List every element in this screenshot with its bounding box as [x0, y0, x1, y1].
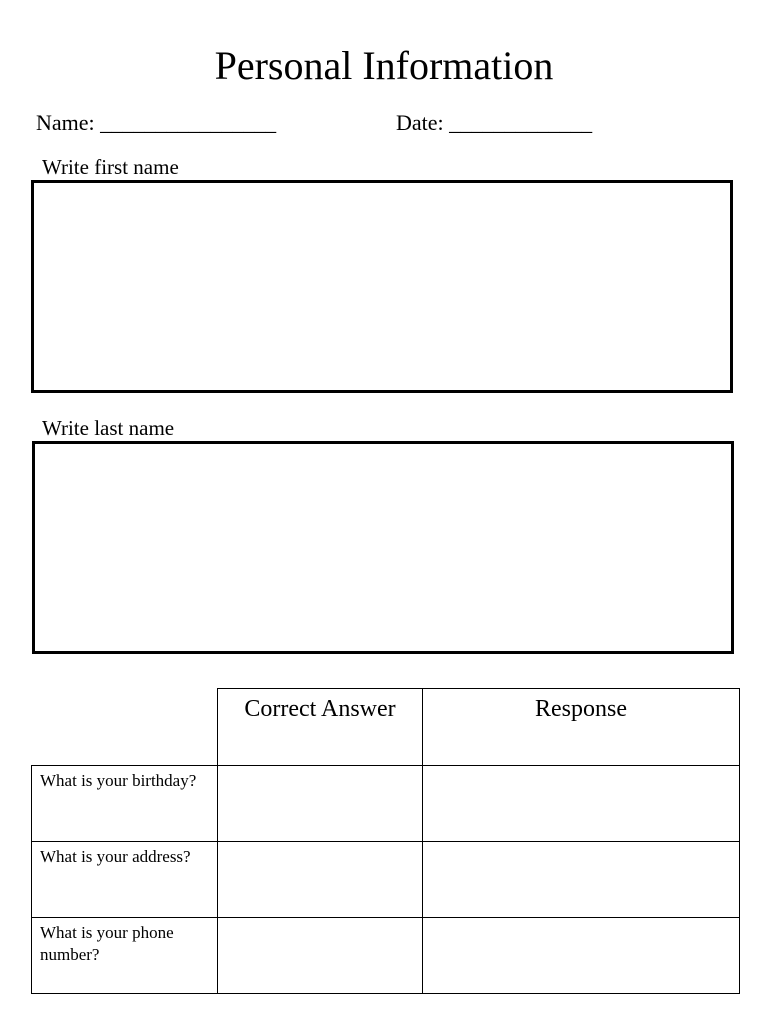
- last-name-writing-box[interactable]: [32, 441, 734, 654]
- response-header: Response: [423, 689, 740, 766]
- correct-answer-header: Correct Answer: [218, 689, 423, 766]
- correct-answer-cell[interactable]: [218, 766, 423, 842]
- first-name-writing-box[interactable]: [31, 180, 733, 393]
- date-label: Date:: [396, 110, 444, 135]
- name-blank[interactable]: ________________: [100, 110, 277, 135]
- name-label: Name:: [36, 110, 95, 135]
- response-cell[interactable]: [423, 918, 740, 994]
- table-row: [32, 766, 740, 842]
- first-name-label: Write first name: [42, 155, 179, 179]
- name-field[interactable]: [36, 110, 276, 136]
- table-row: [32, 842, 740, 918]
- table-header-row: [32, 689, 740, 766]
- question-address: What is your address?: [32, 842, 218, 918]
- date-blank[interactable]: _____________: [449, 110, 593, 135]
- question-answer-table: [31, 688, 740, 994]
- question-phone-number: What is your phone number?: [32, 918, 218, 994]
- page-title: Personal Information: [214, 43, 554, 88]
- last-name-label: Write last name: [42, 416, 175, 440]
- response-cell[interactable]: [423, 842, 740, 918]
- table-row: [32, 918, 740, 994]
- question-birthday: What is your birthday?: [32, 766, 218, 842]
- response-cell[interactable]: [423, 766, 740, 842]
- date-field[interactable]: [396, 110, 592, 136]
- table-header-blank: [32, 689, 218, 766]
- correct-answer-cell[interactable]: [218, 842, 423, 918]
- correct-answer-cell[interactable]: [218, 918, 423, 994]
